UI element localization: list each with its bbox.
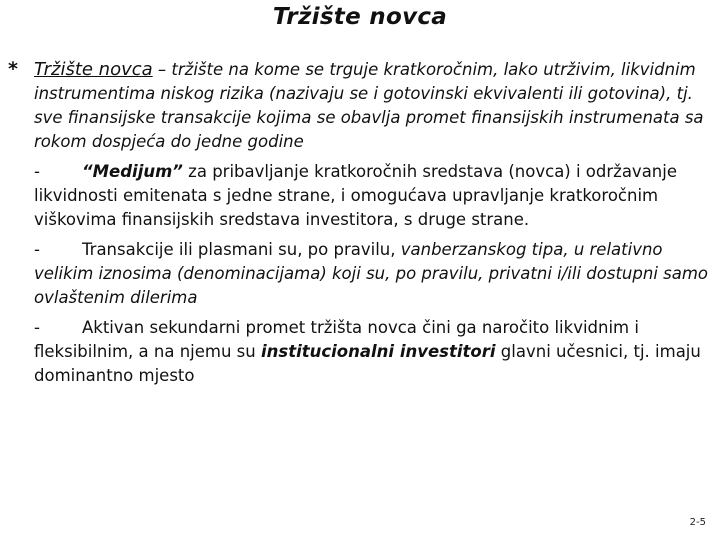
point-text: Aktivan sekundarni promet tržišta novca čini ga naročito likvidnim i fleksibilnim, a na njemu su xyxy=(34,318,639,361)
point-dash: - xyxy=(34,318,40,337)
point-text: Transakcije ili plasmani su, po pravilu, xyxy=(82,240,401,259)
definition-text: – tržište na kome se trguje kratkoročnim, lako utrživim, likvidnim instrumentima niskog rizika (nazivaju se i gotovinski ekvivalenti ili gotovina), tj. sve finansijske transakcije kojima se obavlja promet finansijskih instrumenata sa rokom dospjeća do jedne godine xyxy=(34,60,704,151)
point-dash: - xyxy=(34,240,40,259)
point-sekundarni-promet xyxy=(34,316,718,388)
definition-paragraph xyxy=(34,58,718,154)
point-text-end: glavni učesnici, tj. imaju dominantno mjesto xyxy=(34,342,701,385)
slide-title: Tržište novca xyxy=(272,4,448,30)
point-medijum xyxy=(34,160,718,232)
point-emphasis: institucionalni investitori xyxy=(260,342,496,361)
bullet-marker: * xyxy=(8,58,18,80)
definition-term: Tržište novca xyxy=(34,59,153,80)
point-text: za pribavljanje kratkoročnih sredstava (novca) i održavanje likvidnosti emitenata s jedne strane, i omogućava upravljanje kratkoročnim viškovima finansijskih sredstava investitora, s druge strane. xyxy=(34,162,678,229)
point-italic-text: vanberzanskog tipa, u relativno velikim iznosima (denominacijama) koji su, po pravilu, privatni i/ili dostupni samo ovlaštenim dilerima xyxy=(34,240,709,307)
bullet-body xyxy=(34,58,718,388)
point-transakcije xyxy=(34,238,718,310)
point-dash: - xyxy=(34,162,40,181)
point-emphasis: “Medijum” xyxy=(82,162,183,181)
page-number: 2-5 xyxy=(689,517,706,528)
